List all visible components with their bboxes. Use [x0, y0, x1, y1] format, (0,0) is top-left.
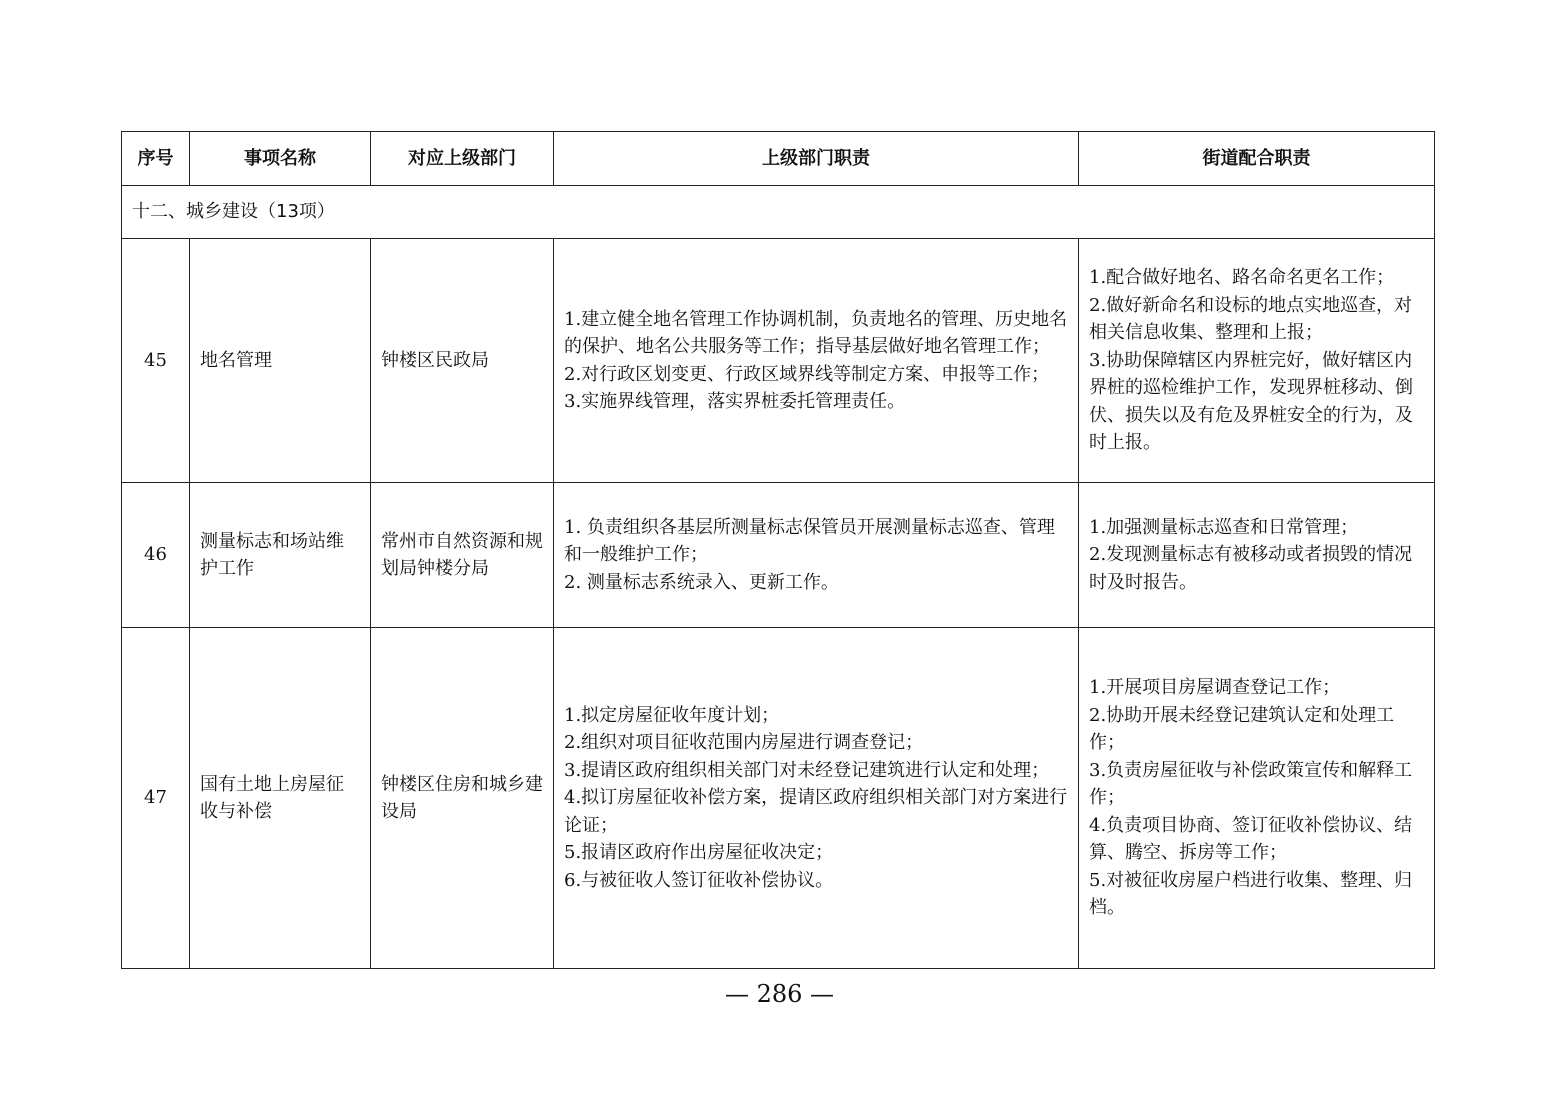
upper-duties-cell: [554, 239, 1079, 483]
upper-dept: 钟楼区民政局: [371, 239, 554, 483]
duty-line: 6.与被征收人签订征收补偿协议。: [564, 869, 834, 891]
upper-dept: 钟楼区住房和城乡建设局: [371, 628, 554, 969]
duty-line: 4.负责项目协商、签订征收补偿协议、结算、腾空、拆房等工作；: [1089, 814, 1413, 864]
duty-line: 3.负责房屋征收与补偿政策宣传和解释工作；: [1089, 759, 1413, 809]
table-row: [122, 483, 1435, 628]
duty-line: 3.协助保障辖区内界桩完好，做好辖区内界桩的巡检维护工作，发现界桩移动、倒伏、损失以及有危及界桩安全的行为，及时上报。: [1089, 349, 1413, 454]
duty-line: 1. 负责组织各基层所测量标志保管员开展测量标志巡查、管理和一般维护工作；: [564, 516, 1055, 566]
duty-line: 3.提请区政府组织相关部门对未经登记建筑进行认定和处理；: [564, 759, 1050, 781]
row-number: 45: [122, 239, 190, 483]
table-row: [122, 239, 1435, 483]
duty-line: 4.拟订房屋征收补偿方案，提请区政府组织相关部门对方案进行论证；: [564, 787, 1068, 836]
section-title: 十二、城乡建设（13项）: [122, 186, 1435, 239]
header-item: 事项名称: [190, 132, 371, 186]
duty-line: 1.拟定房屋征收年度计划；: [564, 704, 780, 726]
upper-dept: 常州市自然资源和规划局钟楼分局: [371, 483, 554, 628]
street-duties-cell: [1079, 239, 1435, 483]
header-row: [122, 132, 1435, 186]
duty-line: 2.组织对项目征收范围内房屋进行调查登记；: [564, 732, 924, 754]
item-name: 地名管理: [190, 239, 371, 483]
duty-line: 2.对行政区划变更、行政区域界线等制定方案、申报等工作；: [564, 363, 1050, 385]
table-row: [122, 628, 1435, 969]
item-name: 国有土地上房屋征收与补偿: [190, 628, 371, 969]
upper-duties-cell: [554, 628, 1079, 969]
header-upper-duties: 上级部门职责: [554, 132, 1079, 186]
duty-line: 5.对被征收房屋户档进行收集、整理、归档。: [1089, 869, 1413, 919]
duty-line: 3.实施界线管理，落实界桩委托管理责任。: [564, 391, 906, 412]
duty-line: 1.开展项目房屋调查登记工作；: [1089, 677, 1341, 699]
section-row: [122, 186, 1435, 239]
duty-line: 2.做好新命名和设标的地点实地巡查，对相关信息收集、整理和上报；: [1089, 294, 1413, 344]
duty-line: 2. 测量标志系统录入、更新工作。: [564, 571, 839, 593]
header-dept: 对应上级部门: [371, 132, 554, 186]
upper-duties-cell: [554, 483, 1079, 628]
row-number: 46: [122, 483, 190, 628]
duty-line: 5.报请区政府作出房屋征收决定；: [564, 842, 834, 864]
header-no: 序号: [122, 132, 190, 186]
duty-line: 2.发现测量标志有被移动或者损毁的情况时及时报告。: [1089, 544, 1413, 593]
street-duties-cell: [1079, 483, 1435, 628]
street-duties-cell: [1079, 628, 1435, 969]
item-name: 测量标志和场站维护工作: [190, 483, 371, 628]
duty-line: 2.协助开展未经登记建筑认定和处理工作；: [1089, 704, 1395, 754]
duty-line: 1.建立健全地名管理工作协调机制，负责地名的管理、历史地名的保护、地名公共服务等工作；指导基层做好地名管理工作；: [564, 308, 1068, 357]
duty-line: 1.配合做好地名、路名命名更名工作；: [1089, 267, 1395, 289]
row-number: 47: [122, 628, 190, 969]
duty-line: 1.加强测量标志巡查和日常管理；: [1089, 516, 1359, 538]
page-number: — 286 —: [724, 980, 835, 1008]
duties-table: [121, 131, 1435, 969]
header-street-duties: 街道配合职责: [1079, 132, 1435, 186]
